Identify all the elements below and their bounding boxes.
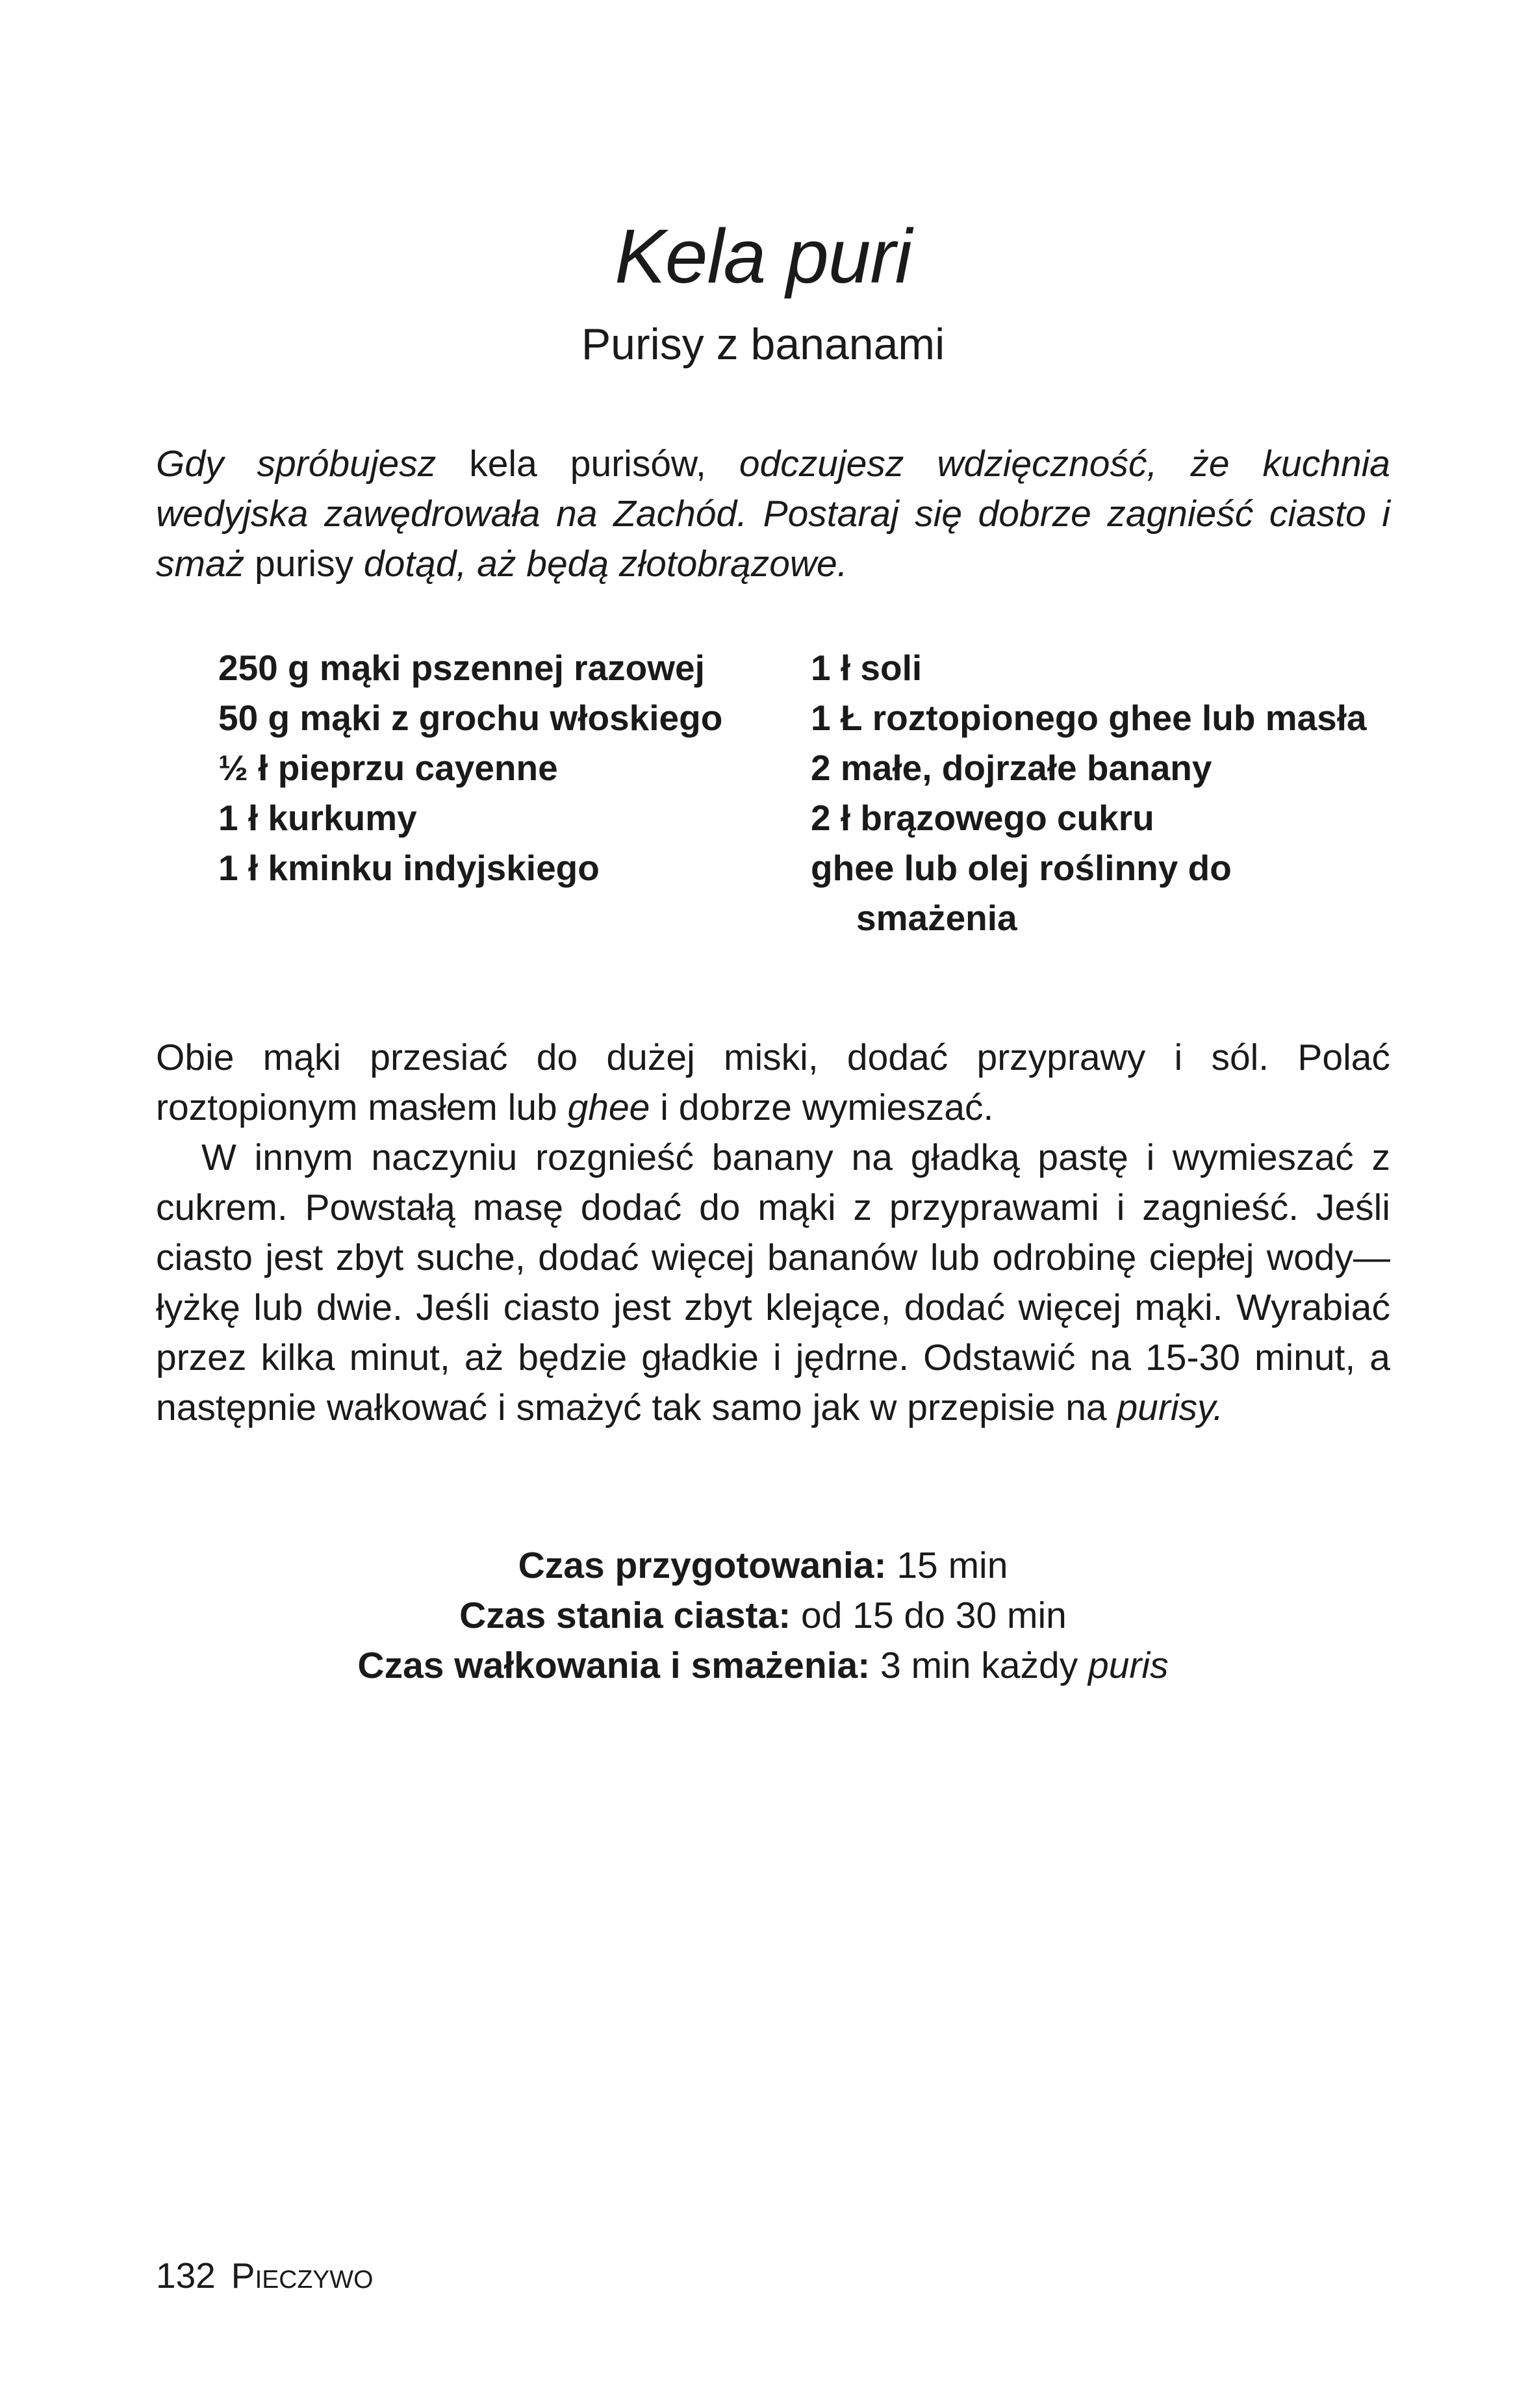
- ingredient-item: 1 ł soli: [811, 648, 922, 688]
- time-label: Czas stania ciasta:: [459, 1595, 791, 1636]
- time-value: 3 min każdy: [870, 1645, 1089, 1686]
- timing-info: [0, 1541, 1526, 1691]
- intro-segment: odczujesz wdzięczność, że kuchnia wedyjska zawędrowała na Zachód. Postaraj się dobrze zagnieść ciasto i smaż: [156, 443, 1391, 585]
- time-row-resting: [0, 1591, 1526, 1641]
- intro-paragraph: [156, 439, 1390, 589]
- method-section: [156, 1033, 1390, 1433]
- method-segment: purisy.: [1117, 1387, 1224, 1428]
- recipe-title: Kela puri: [615, 214, 911, 299]
- ingredient-item: ½ ł pieprzu cayenne: [218, 748, 558, 788]
- ingredient-item: ghee lub olej roślinny do smażenia: [811, 848, 1232, 938]
- ingredient-item: 2 ł brązowego cukru: [811, 798, 1154, 838]
- page-footer: [156, 2253, 373, 2298]
- time-row-frying: [0, 1641, 1526, 1691]
- time-value: od 15 do 30 min: [791, 1595, 1067, 1636]
- ingredient-item: 250 g mąki pszennej razowej: [218, 648, 705, 688]
- ingredient-item: 1 ł kurkumy: [218, 798, 417, 838]
- ingredient-item: 1 Ł roztopionego ghee lub masła: [811, 698, 1367, 738]
- method-segment: W innym naczyniu rozgnieść banany na gładką pastę i wymieszać z cukrem. Powstałą masę dodać do mąki z przyprawami i zagnieść. Jeśli ciasto jest zbyt suche, dodać więcej bananów lub odrobinę ciepłej wody—łyżkę lub dwie. Jeśli ciasto jest zbyt klejące, dodać więcej mąki. Wyrabiać przez kilka minut, aż będzie gładkie i jędrne. Odstawić na 15-30 minut, a następnie wałkować i smażyć tak samo jak w przepisie na: [156, 1137, 1390, 1428]
- method-segment: Obie mąki przesiać do dużej miski, dodać przyprawy i sól. Polać roztopionym masłem lub: [156, 1037, 1390, 1128]
- page-number: 132: [156, 2255, 216, 2296]
- ingredient-item: 50 g mąki z grochu włoskiego: [218, 698, 723, 738]
- ingredient-item: 2 małe, dojrzałe banany: [811, 748, 1212, 788]
- time-label: Czas przygotowania:: [518, 1545, 887, 1586]
- method-paragraph: [156, 1133, 1390, 1433]
- method-segment: i dobrze wymieszać.: [650, 1087, 994, 1128]
- intro-segment: dotąd, aż będą złotobrązowe.: [363, 543, 848, 585]
- time-extra: puris: [1088, 1645, 1169, 1686]
- method-paragraph: [156, 1033, 1390, 1133]
- intro-segment: purisy: [255, 543, 364, 585]
- method-segment: ghee: [567, 1087, 650, 1128]
- time-value: 15 min: [886, 1545, 1008, 1586]
- ingredients-left-column: [218, 643, 751, 893]
- time-row-preparation: [0, 1541, 1526, 1591]
- ingredients-right-column: [811, 643, 1395, 943]
- recipe-subtitle: Purisy z bananami: [581, 320, 945, 369]
- intro-segment: kela purisów,: [469, 443, 739, 485]
- ingredient-item: 1 ł kminku indyjskiego: [218, 848, 600, 888]
- section-name: Pieczywo: [231, 2255, 374, 2296]
- intro-segment: Gdy spróbujesz: [156, 443, 470, 485]
- time-label: Czas wałkowania i smażenia:: [357, 1645, 871, 1686]
